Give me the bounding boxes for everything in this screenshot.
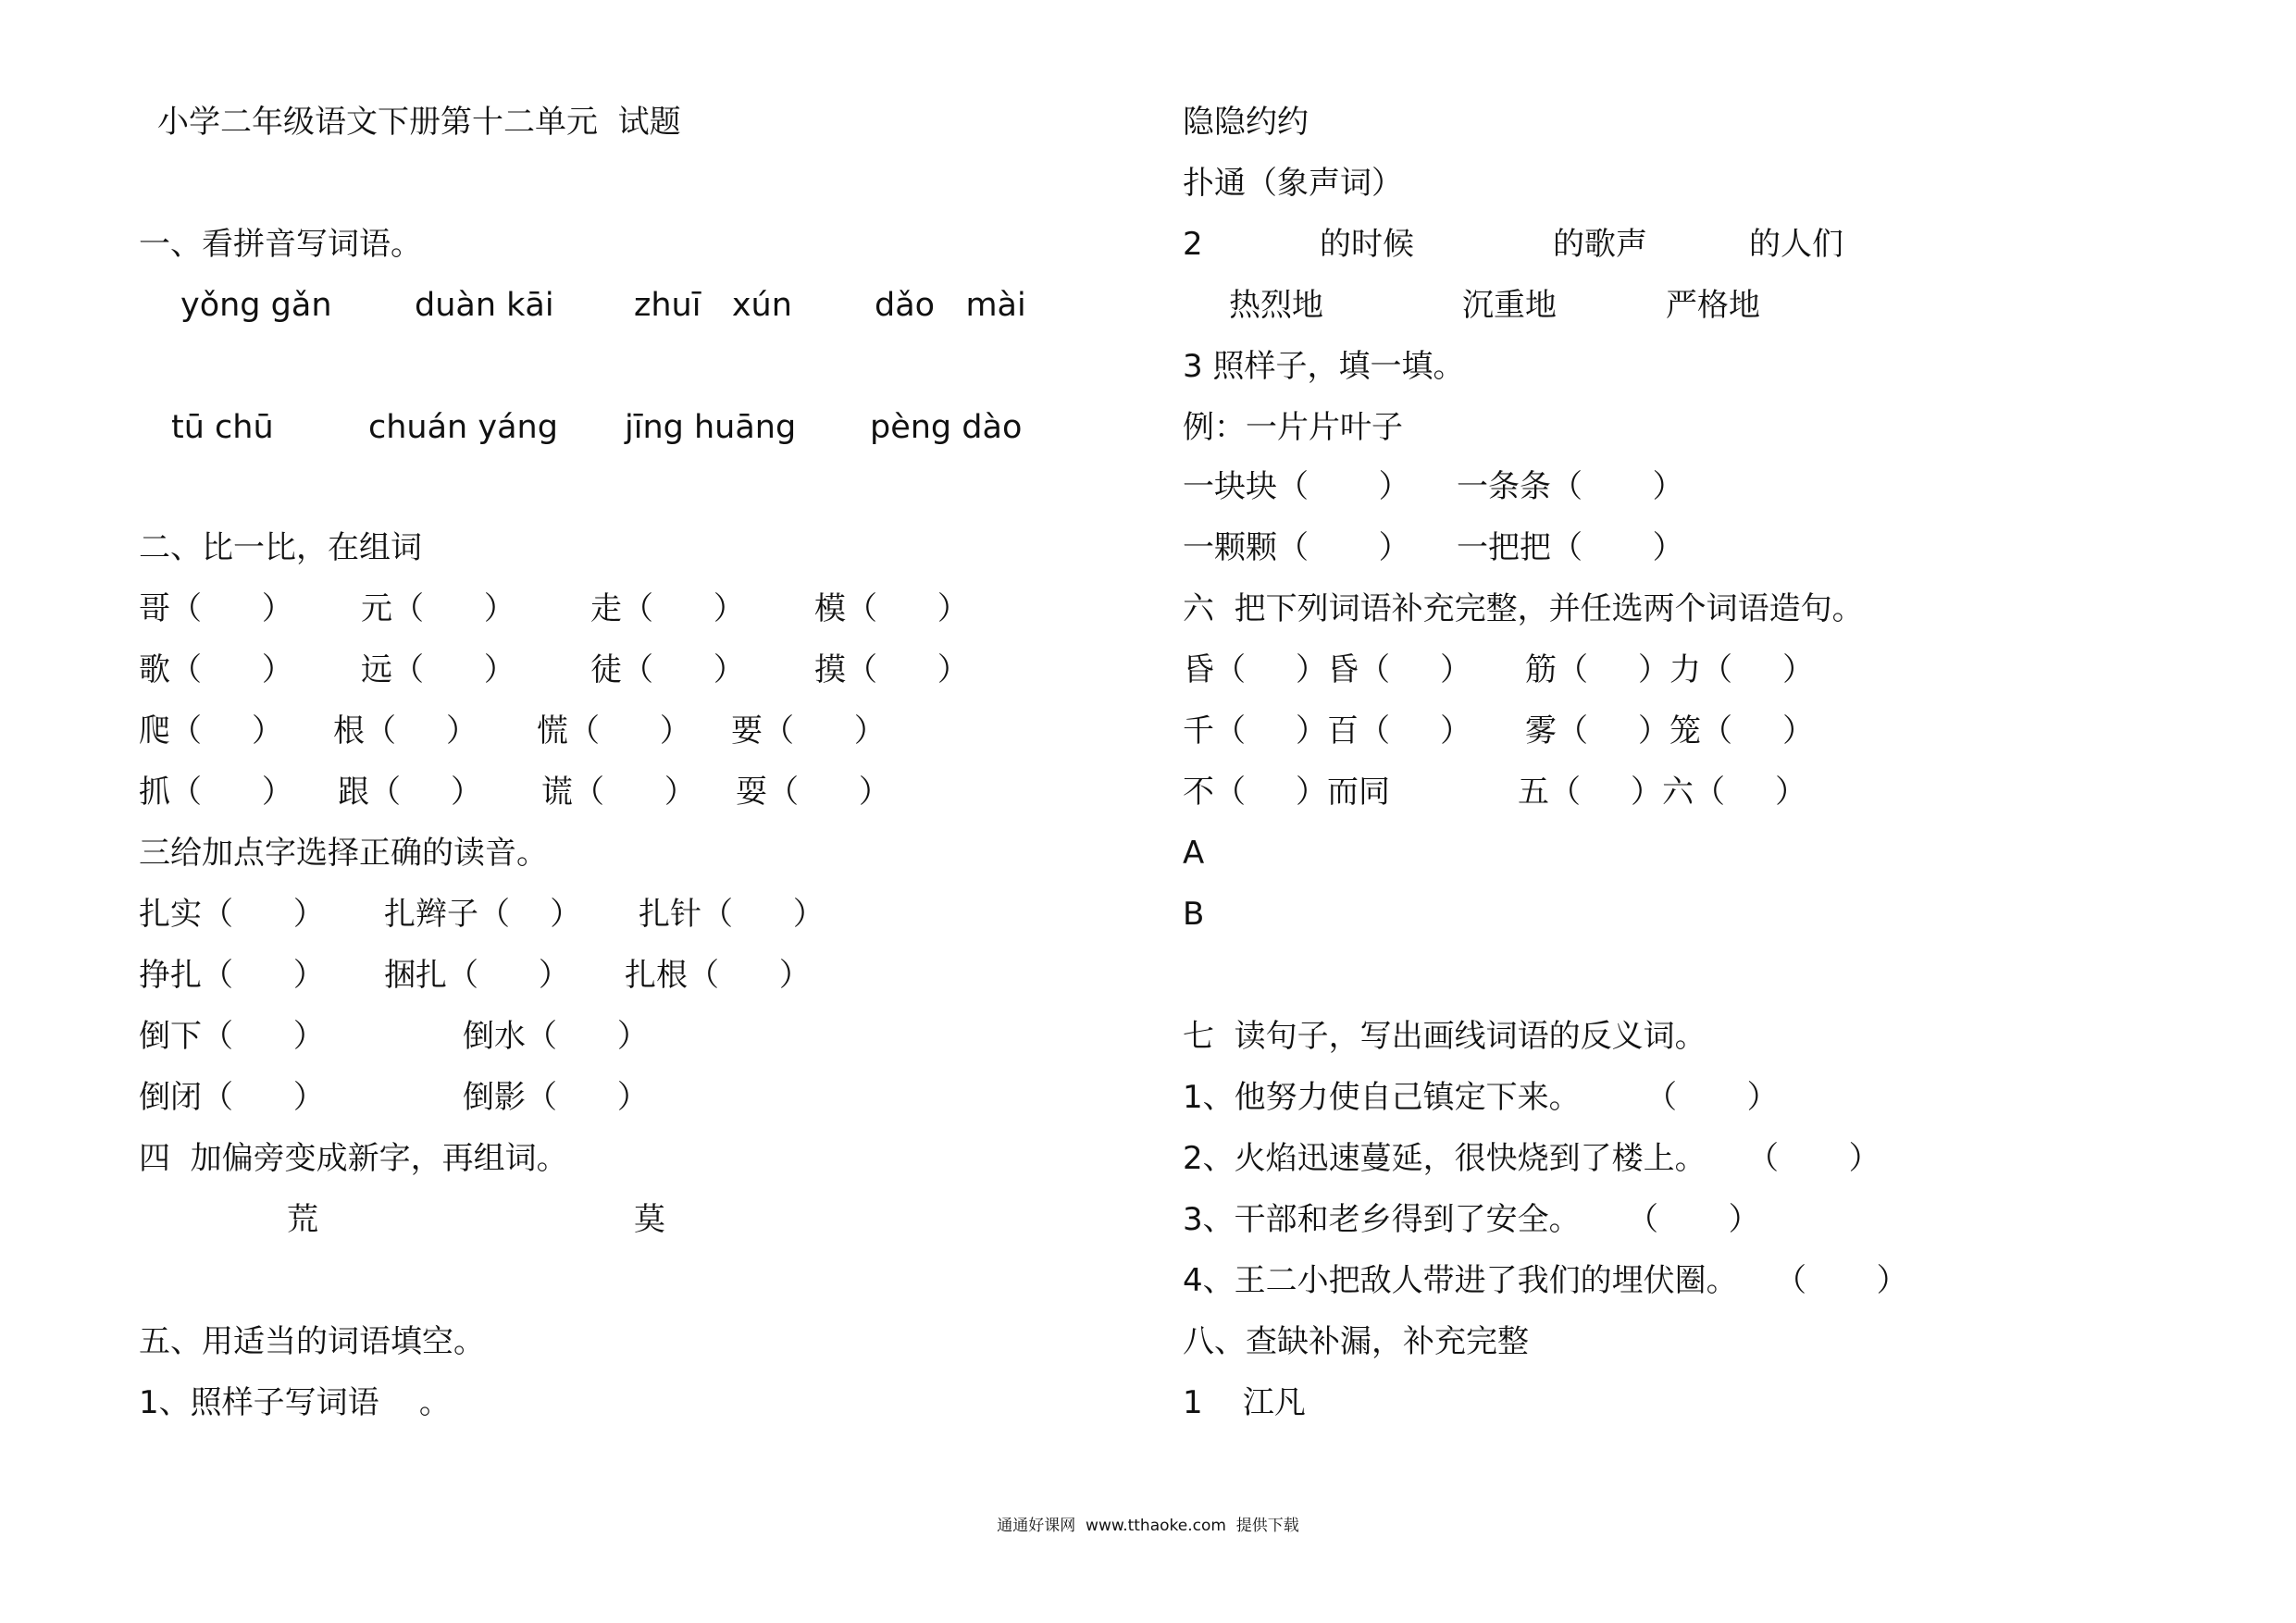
reading-item: 倒下（ ） bbox=[139, 1018, 325, 1055]
compare-row-1 bbox=[139, 590, 969, 627]
fill-item: 严格地 bbox=[1666, 287, 1760, 324]
reading-item: 扎辫子（ ） bbox=[384, 896, 582, 933]
fill-item: 的人们 bbox=[1749, 226, 1843, 263]
exam-title: 小学二年级语文下册第十二单元 试题 bbox=[157, 104, 681, 141]
measure-row-2 bbox=[1183, 529, 1684, 566]
idiom-item: 筋（ ）力（ ） bbox=[1525, 651, 1815, 688]
compare-item: 耍（ ） bbox=[736, 774, 890, 811]
pinyin-item: zhuī xún bbox=[634, 287, 792, 324]
pinyin-item: duàn kāi bbox=[415, 287, 554, 324]
antonym-sentence: 3、干部和老乡得到了安全。 bbox=[1183, 1201, 1581, 1238]
reading-item: 扎针（ ） bbox=[639, 896, 825, 933]
section-3-heading: 三给加点字选择正确的读音。 bbox=[139, 835, 548, 872]
reading-item: 捆扎（ ） bbox=[384, 957, 570, 994]
section-6-heading: 六 把下列词语补充完整，并任选两个词语造句。 bbox=[1183, 590, 1864, 627]
antonym-blank: （ ） bbox=[1747, 1140, 1880, 1177]
idiom-item: 千（ ）百（ ） bbox=[1183, 712, 1472, 750]
compare-item: 元（ ） bbox=[361, 590, 515, 627]
idiom-item: 五（ ）六（ ） bbox=[1518, 774, 1807, 811]
idiom-row-3 bbox=[1183, 774, 1807, 811]
compare-row-2 bbox=[139, 651, 969, 688]
radical-char: 荒 bbox=[287, 1201, 318, 1238]
antonym-row-4 bbox=[1183, 1262, 1908, 1299]
compare-row-4 bbox=[139, 774, 890, 811]
idiom-item: 昏（ ）昏（ ） bbox=[1183, 651, 1472, 688]
antonym-row-3 bbox=[1183, 1201, 1760, 1238]
fill-item: 的时候 bbox=[1320, 226, 1414, 263]
idiom-item: 雾（ ）笼（ ） bbox=[1525, 712, 1815, 750]
pinyin-item: dǎo mài bbox=[875, 287, 1026, 324]
compare-item: 要（ ） bbox=[731, 712, 886, 750]
section-5-item-1: 1、照样子写词语 。 bbox=[139, 1384, 451, 1421]
fill-item: 热烈地 bbox=[1229, 287, 1323, 324]
compare-item: 跟（ ） bbox=[338, 774, 483, 811]
antonym-row-1 bbox=[1183, 1079, 1779, 1116]
section-1-heading: 一、看拼音写词语。 bbox=[139, 226, 422, 263]
section-2-heading: 二、比一比，在组词 bbox=[139, 529, 422, 566]
compare-item: 哥（ ） bbox=[139, 590, 293, 627]
pinyin-item: tū chū bbox=[171, 409, 274, 446]
antonym-row-2 bbox=[1183, 1140, 1880, 1177]
measure-row-1 bbox=[1183, 468, 1684, 505]
section-5-heading: 五、用适当的词语填空。 bbox=[139, 1323, 485, 1360]
antonym-sentence: 2、火焰迅速蔓延，很快烧到了楼上。 bbox=[1183, 1140, 1706, 1177]
compare-item: 模（ ） bbox=[814, 590, 969, 627]
antonym-sentence: 4、王二小把敌人带进了我们的埋伏圈。 bbox=[1183, 1262, 1738, 1299]
section-8-item-1: 1 江凡 bbox=[1183, 1384, 1306, 1421]
reading-row-4 bbox=[139, 1079, 649, 1116]
section-7-heading: 七 读句子，写出画线词语的反义词。 bbox=[1183, 1018, 1706, 1055]
compare-item: 走（ ） bbox=[590, 590, 745, 627]
section-4-heading: 四 加偏旁变成新字，再组词。 bbox=[139, 1140, 568, 1177]
reading-item: 扎实（ ） bbox=[139, 896, 325, 933]
reading-item: 倒闭（ ） bbox=[139, 1079, 325, 1116]
fill-item: 的歌声 bbox=[1553, 226, 1647, 263]
reading-item: 倒影（ ） bbox=[463, 1079, 649, 1116]
antonym-sentence: 1、他努力使自己镇定下来。 bbox=[1183, 1079, 1581, 1116]
item-number: 2 bbox=[1183, 226, 1203, 263]
footer-credit: 通通好课网 www.tthaoke.com 提供下载 bbox=[997, 1517, 1299, 1535]
compare-item: 根（ ） bbox=[333, 712, 478, 750]
measure-item: 一把把（ ） bbox=[1457, 529, 1684, 566]
compare-item: 远（ ） bbox=[361, 651, 515, 688]
measure-item: 一条条（ ） bbox=[1457, 468, 1684, 505]
pinyin-row-1 bbox=[139, 287, 1026, 324]
reading-item: 挣扎（ ） bbox=[139, 957, 325, 994]
radical-row bbox=[139, 1201, 665, 1238]
sentence-label-a: A bbox=[1183, 835, 1205, 872]
example-word-2: 扑通（象声词） bbox=[1183, 165, 1403, 202]
pinyin-item: chuán yáng bbox=[368, 409, 558, 446]
compare-item: 歌（ ） bbox=[139, 651, 293, 688]
compare-item: 抓（ ） bbox=[139, 774, 293, 811]
compare-row-3 bbox=[139, 712, 886, 750]
idiom-item: 不（ ）而同 bbox=[1183, 774, 1391, 811]
example-line: 例：一片片叶子 bbox=[1183, 409, 1403, 446]
compare-item: 慌（ ） bbox=[537, 712, 691, 750]
antonym-blank: （ ） bbox=[1627, 1201, 1760, 1238]
compare-item: 谎（ ） bbox=[541, 774, 696, 811]
reading-item: 扎根（ ） bbox=[625, 957, 811, 994]
section-8-heading: 八、查缺补漏，补充完整 bbox=[1183, 1323, 1529, 1360]
compare-item: 徒（ ） bbox=[590, 651, 745, 688]
pinyin-item: yǒng gǎn bbox=[180, 287, 332, 324]
reading-row-2 bbox=[139, 957, 811, 994]
radical-char: 莫 bbox=[634, 1201, 665, 1238]
sub-heading-3: 3 照样子，填一填。 bbox=[1183, 348, 1465, 385]
antonym-blank: （ ） bbox=[1775, 1262, 1908, 1299]
sentence-label-b: B bbox=[1183, 896, 1205, 933]
measure-item: 一块块（ ） bbox=[1183, 468, 1410, 505]
fill-row-2 bbox=[1183, 287, 1760, 324]
reading-row-1 bbox=[139, 896, 825, 933]
measure-item: 一颗颗（ ） bbox=[1183, 529, 1410, 566]
pinyin-row-2 bbox=[139, 409, 1023, 446]
pinyin-item: jīng huāng bbox=[625, 409, 797, 446]
idiom-row-2 bbox=[1183, 712, 1815, 750]
example-word-1: 隐隐约约 bbox=[1183, 104, 1309, 141]
compare-item: 爬（ ） bbox=[139, 712, 284, 750]
idiom-row-1 bbox=[1183, 651, 1815, 688]
fill-row-1 bbox=[1183, 226, 1843, 263]
fill-item: 沉重地 bbox=[1462, 287, 1557, 324]
reading-item: 倒水（ ） bbox=[463, 1018, 649, 1055]
antonym-blank: （ ） bbox=[1645, 1079, 1779, 1116]
reading-row-3 bbox=[139, 1018, 649, 1055]
compare-item: 摸（ ） bbox=[814, 651, 969, 688]
pinyin-item: pèng dào bbox=[870, 409, 1023, 446]
